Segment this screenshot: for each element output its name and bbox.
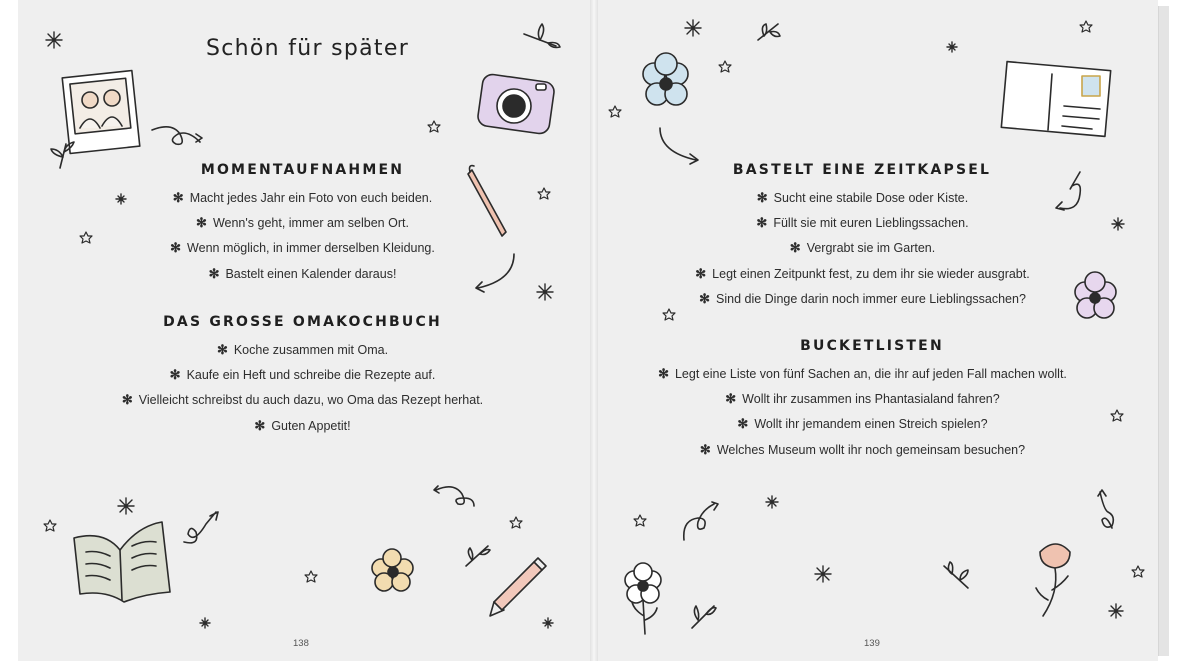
curly-arrow-icon [152, 127, 202, 144]
bullet-star: ✻ [208, 266, 220, 281]
list-item [640, 240, 1085, 256]
list-item [100, 190, 505, 206]
list-item-text: Guten Appetit! [271, 419, 351, 433]
section-heading: MOMENTAUFNAHMEN [200, 162, 405, 178]
list-item-text: Macht jedes Jahr ein Foto von euch beiden. [189, 191, 433, 205]
bullet-star: ✻ [658, 366, 669, 381]
list-item-text: Koche zusammen mit Oma. [233, 343, 389, 357]
bullet-star: ✻ [121, 392, 133, 407]
bullet-star: ✻ [169, 367, 181, 382]
polaroid-photo-icon [62, 71, 140, 154]
list-item-text: Füllt sie mit euren Lieblingssachen. [773, 216, 969, 230]
camera-icon [477, 73, 556, 135]
list-item [640, 291, 1085, 307]
list-item-text: Sind die Dinge darin noch immer eure Lieblingssachen? [716, 292, 1026, 306]
list-item [630, 416, 1095, 432]
list-item [640, 215, 1085, 231]
bullet-star: ✻ [699, 442, 711, 457]
curly-arrow-icon [184, 512, 218, 543]
section-heading: DAS GROSSE OMAKOCHBUCH [163, 314, 442, 330]
bullet-star: ✻ [725, 391, 737, 406]
flower-icon [372, 549, 413, 591]
bullet-star: ✻ [695, 266, 707, 281]
bullet-star: ✻ [216, 342, 228, 357]
list-item-text: Wenn's geht, immer am selben Ort. [212, 216, 409, 230]
bullet-star: ✻ [699, 291, 710, 306]
section-heading: BUCKETLISTEN [800, 338, 944, 354]
list-item [640, 190, 1085, 206]
list-item [100, 215, 505, 231]
list-item [90, 342, 515, 358]
tulip-icon [1036, 544, 1070, 616]
bullet-star: ✻ [737, 416, 749, 431]
postcard-icon [1001, 62, 1110, 137]
flower-icon [625, 563, 661, 634]
list-item [100, 240, 505, 256]
list-item [90, 418, 515, 434]
list-item-text: Legt einen Zeitpunkt fest, zu dem ihr sie wieder ausgrabt. [712, 267, 1030, 281]
list-item [640, 266, 1085, 282]
list-item-text: Wollt ihr jemandem einen Streich spielen? [754, 417, 988, 431]
list-item-text: Sucht eine stabile Dose oder Kiste. [773, 191, 969, 205]
bullet-star: ✻ [789, 240, 801, 255]
list-item [90, 367, 515, 383]
list-item-text: Wenn möglich, in immer derselben Kleidung. [187, 241, 435, 255]
curly-arrow-icon [434, 486, 474, 506]
bullet-star: ✻ [756, 190, 768, 205]
pencil-icon [490, 558, 546, 616]
list-item [630, 442, 1095, 458]
section-heading: BASTELT EINE ZEITKAPSEL [732, 162, 992, 178]
page-number: 138 [293, 638, 309, 649]
list-item-text: Welches Museum wollt ihr noch gemeinsam besuchen? [716, 443, 1026, 457]
leaf-sprig-icon [692, 562, 968, 628]
list-item-text: Kaufe ein Heft und schreibe die Rezepte auf. [186, 368, 436, 382]
list-item-text: Wollt ihr zusammen ins Phantasialand fahren? [742, 392, 1000, 406]
flower-icon [643, 53, 688, 105]
bullet-star: ✻ [170, 240, 182, 255]
list-item [630, 366, 1095, 382]
bullet-star: ✻ [172, 190, 184, 205]
list-item [630, 391, 1095, 407]
curly-arrow-icon [1098, 490, 1113, 528]
leaf-sprig-icon [758, 24, 780, 40]
list-item-text: Bastelt einen Kalender daraus! [225, 267, 397, 281]
list-item-text: Vielleicht schreibst du auch dazu, wo Oma das Rezept herhat. [138, 393, 484, 407]
page-number: 139 [864, 638, 880, 649]
open-book-icon [74, 522, 170, 602]
bullet-star: ✻ [196, 215, 207, 230]
curved-arrow-icon [660, 128, 698, 164]
curly-arrow-icon [684, 502, 718, 540]
page-title: Schön für später [206, 36, 410, 61]
bullet-star: ✻ [254, 418, 266, 433]
list-item [90, 392, 515, 408]
leaf-sprig-icon [466, 546, 490, 566]
bullet-star: ✻ [756, 215, 768, 230]
list-item [100, 266, 505, 282]
list-item-text: Vergrabt sie im Garten. [806, 241, 936, 255]
list-item-text: Legt eine Liste von fünf Sachen an, die ihr auf jeden Fall machen wollt. [674, 367, 1067, 381]
leaf-sprig-icon [524, 24, 560, 48]
